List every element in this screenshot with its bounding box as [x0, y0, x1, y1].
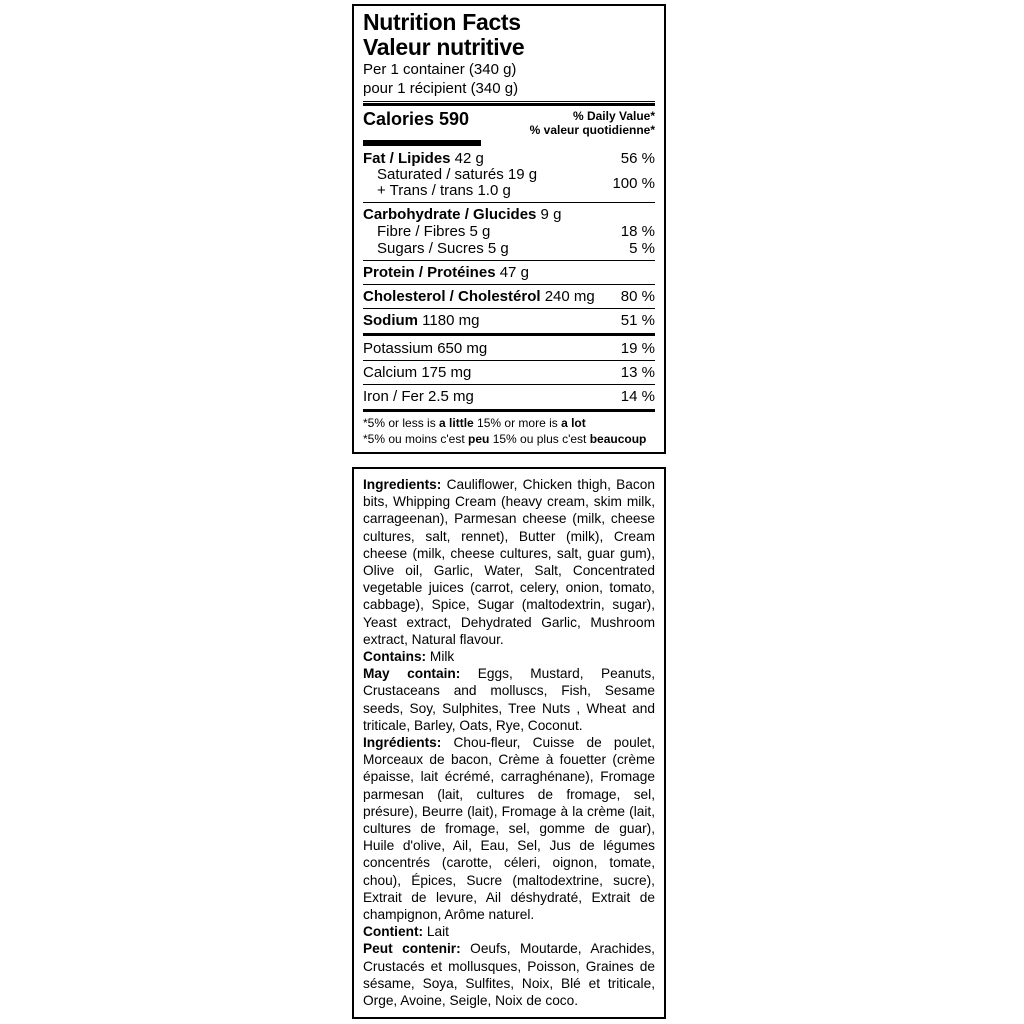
peut-contenir-fr-lead: Peut contenir:: [363, 941, 461, 957]
sodium-label: [363, 312, 479, 329]
divider: [363, 308, 655, 309]
ingredients-en: [363, 476, 655, 648]
daily-value-header-en: % Daily Value*: [572, 109, 655, 123]
footnote-fr-peu: peu: [468, 432, 490, 446]
trans-line: + Trans / trans 1.0 g: [377, 182, 511, 199]
divider: [363, 384, 655, 385]
fat-label: [363, 150, 484, 167]
footnote-en-a-lot: a lot: [561, 416, 586, 430]
ingredients-en-body: Cauliflower, Chicken thigh, Bacon bits, Whipping Cream (heavy cream, skim milk, carrageenan), Parmesan cheese (milk, cheese cultures, salt, rennet), Butter (milk), Cream cheese (milk, cheese cultures, salt, guar gum), Olive oil, Garlic, Water, Salt, Concentrated vegetable juices (carrot, celery, onion, tomato, cabbage), Spice, Sugar (maltodextrin, sugar), Yeast extract, Dehydrated Garlic, Mushroom extract, Natural flavour.: [363, 477, 655, 647]
fibre-label: Fibre / Fibres 5 g: [377, 223, 491, 240]
iron-label: Iron / Fer 2.5 mg: [363, 388, 474, 405]
row-fibre: [363, 223, 655, 240]
row-potassium: [363, 340, 655, 357]
divider: [363, 360, 655, 361]
footnote-en-text: *5% or less is: [363, 416, 440, 430]
saturated-trans-percent: 100 %: [612, 174, 655, 192]
protein-label: [363, 264, 529, 281]
saturated-line: Saturated / saturés 19 g: [377, 166, 538, 183]
sugars-percent: 5 %: [629, 240, 655, 257]
footnote-en-a-little: a little: [439, 416, 474, 430]
divider: [363, 202, 655, 203]
fibre-percent: 18 %: [620, 223, 655, 240]
row-cholesterol: [363, 288, 655, 305]
row-sodium: [363, 312, 655, 329]
cholesterol-amount: 240 mg: [540, 288, 595, 305]
sodium-percent: 51 %: [620, 312, 655, 329]
divider: [363, 284, 655, 285]
contient-fr: [363, 923, 655, 940]
row-iron: [363, 388, 655, 405]
nutrition-facts-panel: [352, 4, 666, 454]
footnote-fr: [363, 432, 655, 446]
contient-fr-body: Lait: [423, 924, 449, 940]
sodium-amount: 1180 mg: [418, 312, 480, 329]
row-sugars: [363, 240, 655, 257]
fat-name: Fat / Lipides: [363, 150, 451, 167]
sodium-name: Sodium: [363, 312, 418, 329]
fat-amount: 42 g: [450, 150, 484, 167]
cholesterol-percent: 80 %: [620, 288, 655, 305]
ingredients-fr-body: Chou-fleur, Cuisse de poulet, Morceaux de bacon, Crème à fouetter (crème épaisse, lait écrémé, carraghénane), Fromage parmesan (lait, cultures de fromage, sel, présure), Beurre (lait), Fromage à la crème (lait, cultures de fromage, sel, gomme de guar), Huile d'olive, Ail, Eau, Sel, Jus de légumes concentrés (carotte, céleri, oignon, tomate, chou), Épices, Sucre (maltodextrine, sucre), Extrait de levure, Ail déshydraté, Extrait de champignon, Arôme naturel.: [363, 735, 655, 923]
contains-en-lead: Contains:: [363, 649, 427, 665]
calories-value: Calories 590: [363, 109, 470, 129]
potassium-label: Potassium 650 mg: [363, 340, 488, 357]
cholesterol-name: Cholesterol / Cholestérol: [363, 288, 541, 305]
daily-value-header-fr: % valeur quotidienne*: [529, 123, 655, 137]
sugars-label: Sugars / Sucres 5 g: [377, 240, 509, 257]
ingredients-panel: [352, 467, 666, 1019]
footnote-fr-text: *5% ou moins c'est: [363, 432, 469, 446]
calcium-label: Calcium 175 mg: [363, 364, 472, 381]
calories-underline-bar: [363, 140, 481, 146]
fat-percent: 56 %: [620, 150, 655, 167]
saturated-trans-label: [363, 167, 537, 199]
calories-row: [363, 109, 655, 137]
peut-contenir-fr: [363, 940, 655, 1009]
calcium-percent: 13 %: [620, 364, 655, 381]
serving-size-fr: pour 1 récipient (340 g): [363, 80, 519, 97]
footnote-en: [363, 416, 655, 430]
carbohydrate-label: [363, 206, 561, 223]
daily-value-header: [530, 109, 655, 137]
potassium-percent: 19 %: [620, 340, 655, 357]
divider: [363, 260, 655, 261]
cholesterol-label: [363, 288, 595, 305]
footnote-fr-text: 15% ou plus c'est: [489, 432, 590, 446]
carbohydrate-name: Carbohydrate / Glucides: [363, 206, 537, 223]
title-en: Nutrition Facts: [363, 9, 521, 35]
footnote-fr-beaucoup: beaucoup: [589, 432, 647, 446]
serving-size-en: Per 1 container (340 g): [363, 61, 517, 78]
row-calcium: [363, 364, 655, 381]
contient-fr-lead: Contient:: [363, 924, 424, 940]
ingredients-fr: [363, 734, 655, 923]
protein-name: Protein / Protéines: [363, 264, 496, 281]
protein-amount: 47 g: [495, 264, 529, 281]
iron-percent: 14 %: [620, 388, 655, 405]
contains-en-body: Milk: [426, 649, 455, 665]
title-fr: Valeur nutritive: [363, 34, 525, 60]
may-contain-en-body: Eggs, Mustard, Peanuts, Crustaceans and molluscs, Fish, Sesame seeds, Soy, Sulphites, Tree Nuts , Wheat and triticale, Barley, Oats, Rye, Coconut.: [363, 666, 656, 733]
may-contain-en-lead: May contain:: [363, 666, 461, 682]
row-fat: [363, 150, 655, 167]
contains-en: [363, 648, 655, 665]
carbohydrate-amount: 9 g: [536, 206, 562, 223]
ingredients-en-lead: Ingredients:: [363, 477, 442, 492]
row-carbohydrate: [363, 206, 655, 223]
may-contain-en: [363, 665, 655, 734]
label-column: [352, 4, 666, 1019]
thick-divider: [363, 409, 655, 412]
row-protein: [363, 264, 655, 281]
ingredients-fr-lead: Ingrédients:: [363, 735, 442, 751]
row-saturated-trans: [363, 167, 655, 199]
footnote-en-text: 15% or more is: [473, 416, 562, 430]
thick-divider: [363, 333, 655, 336]
header-divider: [363, 101, 655, 106]
peut-contenir-fr-body: Oeufs, Moutarde, Arachides, Crustacés et mollusques, Poisson, Graines de sésame, Soya, Sulfites, Noix, Blé et triticale, Orge, Avoine, Seigle, Noix de coco.: [363, 941, 655, 1009]
